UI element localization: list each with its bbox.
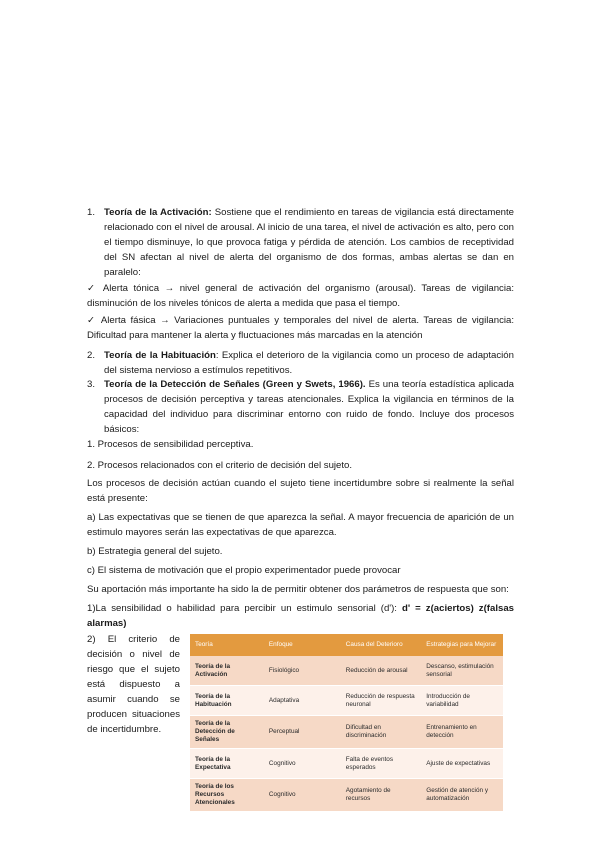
factor-a: a) Las expectativas que se tienen de que aparezca la señal. A mayor frecuencia de aparición de un estimulo mayores serán las expectativas de que aparezca. xyxy=(87,512,514,538)
table-cell: Entrenamiento en detección xyxy=(421,716,503,749)
table-cell: Falta de eventos esperados xyxy=(341,749,421,779)
param-text: 1)La sensibilidad o habilidad para percibir un estimulo sensorial (d'): xyxy=(87,603,402,614)
table-cell: Adaptativa xyxy=(264,686,341,716)
theories-table xyxy=(190,634,503,812)
factor-c: c) El sistema de motivación que el propio experimentador puede provocar xyxy=(87,565,401,576)
table-header-row xyxy=(190,634,503,656)
param-formula: d' = z(aciertos) z(falsas alarmas) xyxy=(87,603,514,629)
theory-title: Teoría de la Habituación xyxy=(104,350,216,361)
alerta-tonica-paragraph: ✓ Alerta tónica → nivel general de activación del organismo (arousal). Tareas de vigilancia: disminución de los niveles tónicos de alerta a medida que pasa el tiempo. xyxy=(87,283,514,309)
table-header: Teoría xyxy=(190,634,264,656)
table-cell: Cognitivo xyxy=(264,779,341,812)
table-row xyxy=(190,656,503,686)
table-row xyxy=(190,749,503,779)
theory-signal-detection xyxy=(87,377,514,437)
list-number: 3. xyxy=(87,379,96,390)
theory-activation xyxy=(87,205,514,280)
param-criterion: 2) El criterio de decisión o nivel de riesgo que el sujeto está dispuesto a asumir cuando se producen situaciones de incertidumbre. xyxy=(87,634,180,735)
table-cell: Reducción de arousal xyxy=(341,656,421,686)
theory-title: Teoría de la Detección de Señales (Green y Swets, 1966). xyxy=(104,379,366,390)
table-cell: Cognitivo xyxy=(264,749,341,779)
table-cell: Descanso, estimulación sensorial xyxy=(421,656,503,686)
factor-b: b) Estrategia general del sujeto. xyxy=(87,546,223,557)
alerta-fasica-paragraph: ✓ Alerta fásica → Variaciones puntuales y temporales del nivel de alerta. Tareas de vigilancia: Dificultad para mantener la alerta y fluctuaciones más marcadas en la atención xyxy=(87,315,514,341)
table-header: Estrategias para Mejorar xyxy=(421,634,503,656)
list-number: 2. xyxy=(87,350,96,361)
aportacion: Su aportación más importante ha sido la de permitir obtener dos parámetros de respuesta que son: xyxy=(87,584,509,595)
decision-intro: Los procesos de decisión actúan cuando el sujeto tiene incertidumbre sobre si realmente la señal está presente: xyxy=(87,478,514,504)
theory-habituation xyxy=(87,348,514,378)
table-cell: Gestión de atención y automatización xyxy=(421,779,503,812)
table-cell: Perceptual xyxy=(264,716,341,749)
table-cell: Teoría de la Expectativa xyxy=(190,749,264,779)
table-row xyxy=(190,686,503,716)
table-cell: Introducción de variabilidad xyxy=(421,686,503,716)
table-header: Causa del Deterioro xyxy=(341,634,421,656)
table-cell: Teoría de los Recursos Atencionales xyxy=(190,779,264,812)
list-number: 1. xyxy=(87,207,96,218)
table-cell: Teoría de la Habituación xyxy=(190,686,264,716)
theory-text: Es una teoría estadística aplicada procesos de decisión perceptiva y tareas atencionales. Explica la vigilancia en términos de la capacidad del individuo para discriminar entorno con ruido de fondo. Incluye dos procesos básicos: xyxy=(104,379,514,435)
theory-text: : Explica el deterioro de la vigilancia como un proceso de adaptación del sistema nervioso a estímulos repetitivos. xyxy=(104,350,514,376)
table-cell: Reducción de respuesta neuronal xyxy=(341,686,421,716)
table-cell: Teoría de la Detección de Señales xyxy=(190,716,264,749)
process-1: 1. Procesos de sensibilidad perceptiva. xyxy=(87,439,254,450)
table-cell: Ajuste de expectativas xyxy=(421,749,503,779)
table-row xyxy=(190,716,503,749)
table-cell: Dificultad en discriminación xyxy=(341,716,421,749)
table-header: Enfoque xyxy=(264,634,341,656)
table-row xyxy=(190,779,503,812)
theory-title: Teoría de la Activación: xyxy=(104,207,212,218)
process-2: 2. Procesos relacionados con el criterio de decisión del sujeto. xyxy=(87,460,353,471)
table-cell: Fisiológico xyxy=(264,656,341,686)
param-sensitivity xyxy=(87,601,514,631)
theory-text: Sostiene que el rendimiento en tareas de vigilancia está directamente relacionado con el nivel de arousal. Al inicio de una tarea, el nivel de activación es alto, pero con el tiempo disminuye, lo que provoca fatiga y pérdida de atención. Los cambios de receptividad del SN afectan al nivel de alerta del organismo de dos formas, ambas alertas se dan en paralelo: xyxy=(104,207,514,278)
table-cell: Agotamiento de recursos xyxy=(341,779,421,812)
table-cell: Teoría de la Activación xyxy=(190,656,264,686)
